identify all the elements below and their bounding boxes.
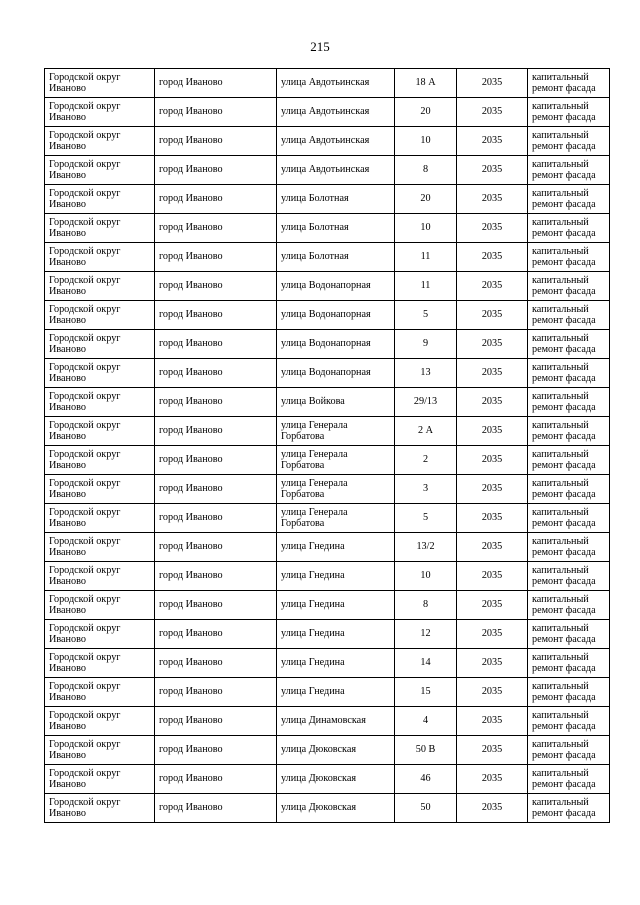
city-cell: город Иваново <box>155 707 277 736</box>
work-type-cell: капитальный ремонт фасада <box>528 243 610 272</box>
street-cell: улица Гнедина <box>277 678 395 707</box>
work-type-cell: капитальный ремонт фасада <box>528 185 610 214</box>
street-cell: улица Водонапорная <box>277 272 395 301</box>
street-cell: улица Болотная <box>277 185 395 214</box>
street-cell: улица Гнедина <box>277 620 395 649</box>
street-cell: улица Войкова <box>277 388 395 417</box>
region-cell: Городской округ Иваново <box>45 214 155 243</box>
region-cell: Городской округ Иваново <box>45 678 155 707</box>
region-cell: Городской округ Иваново <box>45 533 155 562</box>
region-cell: Городской округ Иваново <box>45 475 155 504</box>
year-cell: 2035 <box>457 794 528 823</box>
region-cell: Городской округ Иваново <box>45 272 155 301</box>
city-cell: город Иваново <box>155 649 277 678</box>
year-cell: 2035 <box>457 620 528 649</box>
house-number-cell: 50 В <box>395 736 457 765</box>
street-cell: улица Генерала Горбатова <box>277 504 395 533</box>
work-type-cell: капитальный ремонт фасада <box>528 359 610 388</box>
region-cell: Городской округ Иваново <box>45 620 155 649</box>
table-row <box>45 127 610 156</box>
work-type-cell: капитальный ремонт фасада <box>528 504 610 533</box>
street-cell: улица Водонапорная <box>277 301 395 330</box>
house-number-cell: 11 <box>395 243 457 272</box>
year-cell: 2035 <box>457 707 528 736</box>
house-number-cell: 8 <box>395 156 457 185</box>
region-cell: Городской округ Иваново <box>45 127 155 156</box>
street-cell: улица Гнедина <box>277 533 395 562</box>
year-cell: 2035 <box>457 214 528 243</box>
city-cell: город Иваново <box>155 533 277 562</box>
work-type-cell: капитальный ремонт фасада <box>528 214 610 243</box>
house-number-cell: 3 <box>395 475 457 504</box>
street-cell: улица Гнедина <box>277 562 395 591</box>
house-number-cell: 2 А <box>395 417 457 446</box>
region-cell: Городской округ Иваново <box>45 794 155 823</box>
region-cell: Городской округ Иваново <box>45 301 155 330</box>
work-type-cell: капитальный ремонт фасада <box>528 736 610 765</box>
house-number-cell: 20 <box>395 98 457 127</box>
house-number-cell: 18 А <box>395 69 457 98</box>
house-number-cell: 4 <box>395 707 457 736</box>
work-type-cell: капитальный ремонт фасада <box>528 127 610 156</box>
region-cell: Городской округ Иваново <box>45 591 155 620</box>
work-type-cell: капитальный ремонт фасада <box>528 678 610 707</box>
work-type-cell: капитальный ремонт фасада <box>528 562 610 591</box>
work-type-cell: капитальный ремонт фасада <box>528 765 610 794</box>
house-number-cell: 14 <box>395 649 457 678</box>
city-cell: город Иваново <box>155 272 277 301</box>
house-number-cell: 12 <box>395 620 457 649</box>
work-type-cell: капитальный ремонт фасада <box>528 794 610 823</box>
table-row <box>45 301 610 330</box>
region-cell: Городской округ Иваново <box>45 446 155 475</box>
region-cell: Городской округ Иваново <box>45 649 155 678</box>
table-row <box>45 156 610 185</box>
city-cell: город Иваново <box>155 330 277 359</box>
street-cell: улица Дюковская <box>277 794 395 823</box>
street-cell: улица Авдотьинская <box>277 127 395 156</box>
table-row <box>45 214 610 243</box>
table-row <box>45 533 610 562</box>
region-cell: Городской округ Иваново <box>45 562 155 591</box>
region-cell: Городской округ Иваново <box>45 417 155 446</box>
city-cell: город Иваново <box>155 562 277 591</box>
year-cell: 2035 <box>457 185 528 214</box>
house-number-cell: 10 <box>395 214 457 243</box>
work-type-cell: капитальный ремонт фасада <box>528 98 610 127</box>
house-number-cell: 50 <box>395 794 457 823</box>
house-number-cell: 15 <box>395 678 457 707</box>
work-type-cell: капитальный ремонт фасада <box>528 301 610 330</box>
house-number-cell: 10 <box>395 562 457 591</box>
street-cell: улица Гнедина <box>277 649 395 678</box>
city-cell: город Иваново <box>155 243 277 272</box>
table-row <box>45 504 610 533</box>
table-row <box>45 707 610 736</box>
table-row <box>45 98 610 127</box>
work-type-cell: капитальный ремонт фасада <box>528 707 610 736</box>
work-type-cell: капитальный ремонт фасада <box>528 533 610 562</box>
table-row <box>45 562 610 591</box>
city-cell: город Иваново <box>155 417 277 446</box>
street-cell: улица Генерала Горбатова <box>277 475 395 504</box>
table-row <box>45 417 610 446</box>
year-cell: 2035 <box>457 301 528 330</box>
house-number-cell: 5 <box>395 504 457 533</box>
city-cell: город Иваново <box>155 156 277 185</box>
street-cell: улица Водонапорная <box>277 330 395 359</box>
region-cell: Городской округ Иваново <box>45 243 155 272</box>
region-cell: Городской округ Иваново <box>45 359 155 388</box>
table-row <box>45 185 610 214</box>
house-number-cell: 10 <box>395 127 457 156</box>
street-cell: улица Гнедина <box>277 591 395 620</box>
city-cell: город Иваново <box>155 359 277 388</box>
house-number-cell: 46 <box>395 765 457 794</box>
table-row <box>45 330 610 359</box>
house-number-cell: 8 <box>395 591 457 620</box>
year-cell: 2035 <box>457 736 528 765</box>
city-cell: город Иваново <box>155 185 277 214</box>
region-cell: Городской округ Иваново <box>45 504 155 533</box>
work-type-cell: капитальный ремонт фасада <box>528 620 610 649</box>
table-row <box>45 359 610 388</box>
year-cell: 2035 <box>457 127 528 156</box>
region-cell: Городской округ Иваново <box>45 185 155 214</box>
year-cell: 2035 <box>457 591 528 620</box>
city-cell: город Иваново <box>155 388 277 417</box>
housing-repair-table <box>44 68 610 823</box>
table-row <box>45 388 610 417</box>
region-cell: Городской округ Иваново <box>45 707 155 736</box>
city-cell: город Иваново <box>155 504 277 533</box>
year-cell: 2035 <box>457 243 528 272</box>
street-cell: улица Болотная <box>277 243 395 272</box>
year-cell: 2035 <box>457 330 528 359</box>
street-cell: улица Дюковская <box>277 736 395 765</box>
year-cell: 2035 <box>457 156 528 185</box>
table-row <box>45 620 610 649</box>
region-cell: Городской округ Иваново <box>45 156 155 185</box>
year-cell: 2035 <box>457 446 528 475</box>
region-cell: Городской округ Иваново <box>45 98 155 127</box>
street-cell: улица Авдотьинская <box>277 98 395 127</box>
city-cell: город Иваново <box>155 446 277 475</box>
table-row <box>45 243 610 272</box>
city-cell: город Иваново <box>155 475 277 504</box>
work-type-cell: капитальный ремонт фасада <box>528 446 610 475</box>
city-cell: город Иваново <box>155 98 277 127</box>
year-cell: 2035 <box>457 533 528 562</box>
table-row <box>45 446 610 475</box>
city-cell: город Иваново <box>155 678 277 707</box>
table-row <box>45 475 610 504</box>
year-cell: 2035 <box>457 562 528 591</box>
region-cell: Городской округ Иваново <box>45 765 155 794</box>
city-cell: город Иваново <box>155 591 277 620</box>
year-cell: 2035 <box>457 649 528 678</box>
street-cell: улица Генерала Горбатова <box>277 417 395 446</box>
table-row <box>45 591 610 620</box>
city-cell: город Иваново <box>155 620 277 649</box>
year-cell: 2035 <box>457 417 528 446</box>
table-row <box>45 765 610 794</box>
work-type-cell: капитальный ремонт фасада <box>528 388 610 417</box>
table-body <box>45 69 610 823</box>
house-number-cell: 29/13 <box>395 388 457 417</box>
city-cell: город Иваново <box>155 214 277 243</box>
work-type-cell: капитальный ремонт фасада <box>528 591 610 620</box>
street-cell: улица Авдотьинская <box>277 156 395 185</box>
table-row <box>45 794 610 823</box>
city-cell: город Иваново <box>155 301 277 330</box>
year-cell: 2035 <box>457 475 528 504</box>
year-cell: 2035 <box>457 69 528 98</box>
table-row <box>45 272 610 301</box>
year-cell: 2035 <box>457 388 528 417</box>
work-type-cell: капитальный ремонт фасада <box>528 69 610 98</box>
street-cell: улица Генерала Горбатова <box>277 446 395 475</box>
city-cell: город Иваново <box>155 69 277 98</box>
table-row <box>45 69 610 98</box>
house-number-cell: 13 <box>395 359 457 388</box>
work-type-cell: капитальный ремонт фасада <box>528 649 610 678</box>
city-cell: город Иваново <box>155 765 277 794</box>
year-cell: 2035 <box>457 504 528 533</box>
city-cell: город Иваново <box>155 127 277 156</box>
year-cell: 2035 <box>457 359 528 388</box>
house-number-cell: 11 <box>395 272 457 301</box>
street-cell: улица Болотная <box>277 214 395 243</box>
work-type-cell: капитальный ремонт фасада <box>528 330 610 359</box>
year-cell: 2035 <box>457 678 528 707</box>
table-row <box>45 649 610 678</box>
street-cell: улица Динамовская <box>277 707 395 736</box>
table-row <box>45 736 610 765</box>
region-cell: Городской округ Иваново <box>45 388 155 417</box>
year-cell: 2035 <box>457 272 528 301</box>
year-cell: 2035 <box>457 765 528 794</box>
work-type-cell: капитальный ремонт фасада <box>528 475 610 504</box>
region-cell: Городской округ Иваново <box>45 330 155 359</box>
street-cell: улица Водонапорная <box>277 359 395 388</box>
region-cell: Городской округ Иваново <box>45 69 155 98</box>
city-cell: город Иваново <box>155 736 277 765</box>
house-number-cell: 9 <box>395 330 457 359</box>
work-type-cell: капитальный ремонт фасада <box>528 417 610 446</box>
year-cell: 2035 <box>457 98 528 127</box>
region-cell: Городской округ Иваново <box>45 736 155 765</box>
street-cell: улица Авдотьинская <box>277 69 395 98</box>
house-number-cell: 13/2 <box>395 533 457 562</box>
work-type-cell: капитальный ремонт фасада <box>528 156 610 185</box>
city-cell: город Иваново <box>155 794 277 823</box>
street-cell: улица Дюковская <box>277 765 395 794</box>
house-number-cell: 2 <box>395 446 457 475</box>
house-number-cell: 5 <box>395 301 457 330</box>
table-row <box>45 678 610 707</box>
house-number-cell: 20 <box>395 185 457 214</box>
page-number: 215 <box>310 39 330 54</box>
work-type-cell: капитальный ремонт фасада <box>528 272 610 301</box>
